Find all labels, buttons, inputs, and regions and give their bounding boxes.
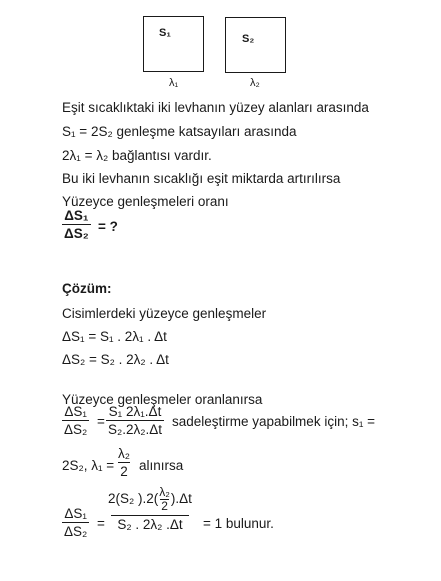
plate-s2 <box>225 17 286 73</box>
final-rhs-numerator <box>106 486 194 515</box>
ratio-lhs-fraction <box>62 404 89 437</box>
problem-line-2: S₁ = 2S₂ genleşme katsayıları arasında <box>62 124 297 139</box>
final-lhs-denominator: ΔS₂ <box>64 524 88 539</box>
ratio-equals: = <box>97 414 105 429</box>
final-rhs-fraction <box>106 486 194 532</box>
substitution-numerator: λ₂ <box>118 446 130 461</box>
final-lhs-numerator: ΔS₁ <box>64 506 87 521</box>
plate-s2-label: S₂ <box>242 33 255 45</box>
question-tail: = ? <box>98 219 118 234</box>
substitution-tail: alınırsa <box>139 458 184 473</box>
final-num-pre: 2(S₂ ).2( <box>108 491 159 507</box>
final-num-inner-denominator: 2 <box>161 499 168 513</box>
final-num-inner-numerator: λ₂ <box>159 485 170 499</box>
lambda1-label: λ₁ <box>169 77 179 89</box>
final-num-post: ).Δt <box>170 491 192 507</box>
solution-heading: Çözüm: <box>62 281 112 296</box>
problem-line-1: Eşit sıcaklıktaki iki levhanın yüzey alanları arasında <box>62 100 369 115</box>
ratio-lhs-denominator: ΔS₂ <box>64 422 88 437</box>
final-lhs-fraction <box>62 506 89 539</box>
substitution-denominator: 2 <box>120 464 128 479</box>
ratio-rhs-numerator: S₁ 2λ₁.Δt <box>108 404 162 419</box>
substitution-fraction <box>116 446 132 479</box>
ratio-rhs-fraction <box>106 404 164 437</box>
problem-line-3: 2λ₁ = λ₂ bağlantısı vardır. <box>62 148 212 163</box>
ratio-lhs-numerator: ΔS₁ <box>64 404 87 419</box>
solution-intro: Cisimlerdeki yüzeyce genleşmeler <box>62 306 267 321</box>
final-equals: = <box>97 516 105 531</box>
final-rhs-denominator: S₂ . 2λ₂ .Δt <box>111 515 188 532</box>
question-fraction <box>62 208 91 241</box>
question-denominator: ΔS₂ <box>64 226 89 241</box>
lambda2-label: λ₂ <box>250 77 260 89</box>
plate-s1-label: S₁ <box>159 27 171 39</box>
problem-line-5: Yüzeyce genleşmeleri oranı <box>62 194 229 209</box>
solution-eq-1: ΔS₁ = S₁ . 2λ₁ . Δt <box>62 329 167 344</box>
problem-line-4: Bu iki levhanın sıcaklığı eşit miktarda artırılırsa <box>62 171 341 186</box>
ratio-intro: Yüzeyce genleşmeler oranlanırsa <box>62 392 263 407</box>
question-numerator: ΔS₁ <box>64 208 89 223</box>
final-num-inner-fraction <box>158 486 171 513</box>
substitution-head: 2S₂, λ₁ = <box>62 458 115 473</box>
solution-eq-2: ΔS₂ = S₂ . 2λ₂ . Δt <box>62 352 169 367</box>
final-tail: = 1 bulunur. <box>203 516 274 531</box>
ratio-rhs-denominator: S₂.2λ₂.Δt <box>108 422 163 437</box>
ratio-tail: sadeleştirme yapabilmek için; s₁ = <box>172 414 376 429</box>
plate-s1 <box>143 16 204 72</box>
